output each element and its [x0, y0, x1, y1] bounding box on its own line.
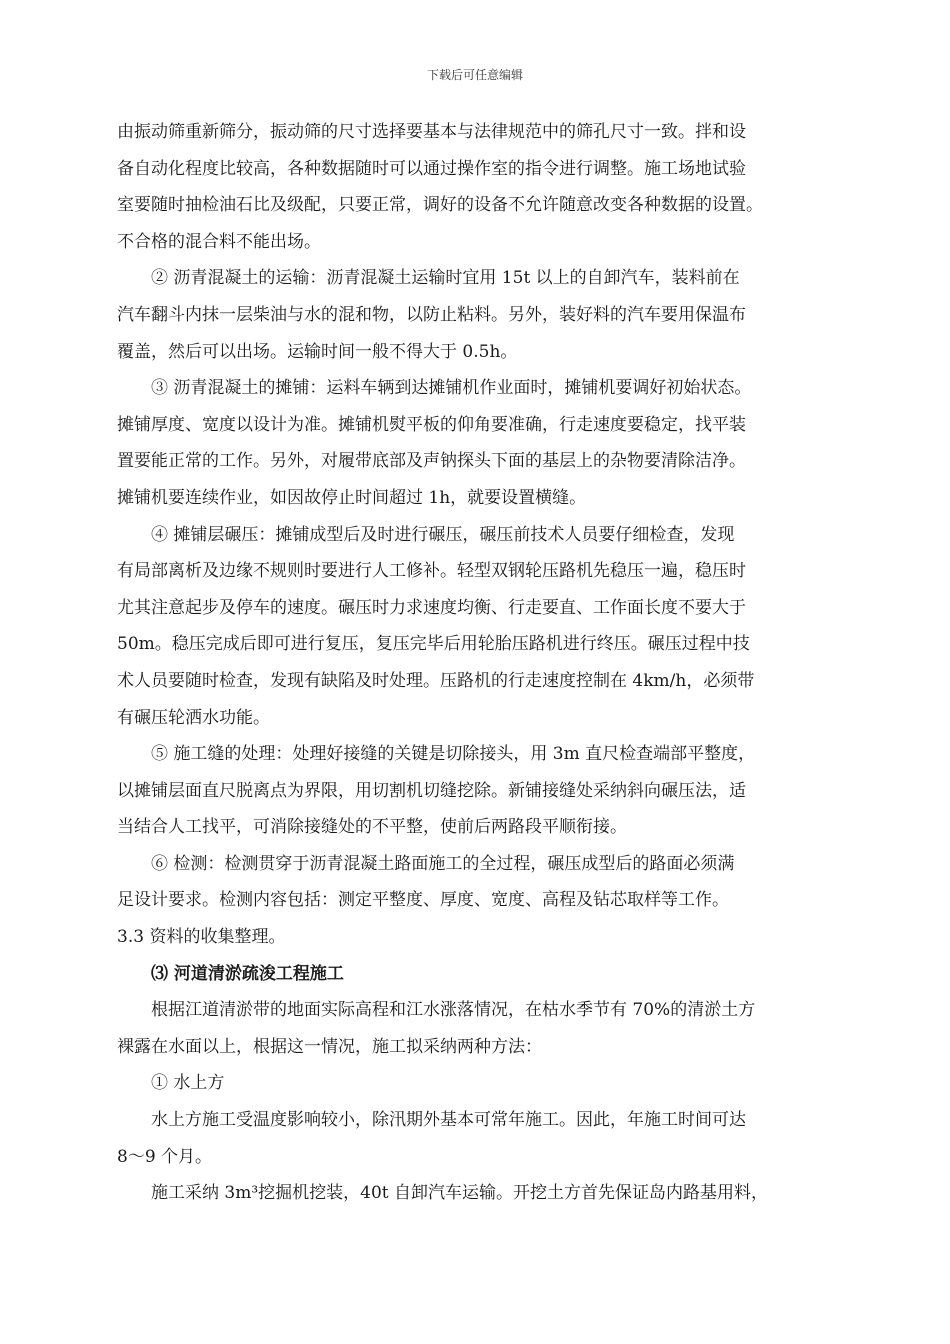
- section-heading: ⑶ 河道清淤疏浚工程施工: [151, 963, 344, 984]
- text-line: 不合格的混合料不能出场。: [117, 231, 321, 252]
- text-line: 覆盖，然后可以出场。运输时间一般不得大于 0.5h。: [117, 341, 518, 362]
- text-line: 置要能正常的工作。另外，对履带底部及声钠探头下面的基层上的杂物要清除洁净。: [117, 451, 746, 472]
- page-header: 下载后可任意编辑: [426, 68, 523, 82]
- text-line: 当结合人工找平，可消除接缝处的不平整，使前后两路段平顺衔接。: [117, 817, 627, 838]
- text-line: 以摊铺层面直尺脱离点为界限，用切割机切缝挖除。新铺接缝处采纳斜向碾压法，适: [117, 780, 746, 801]
- text-line: 备自动化程度比较高，各种数据随时可以通过操作室的指令进行调整。施工场地试验: [117, 158, 746, 179]
- text-line: 有局部离析及边缘不规则时要进行人工修补。轻型双钢轮压路机先稳压一遍，稳压时: [117, 561, 746, 582]
- text-line: 摊铺机要连续作业，如因故停止时间超过 1h，就要设置横缝。: [117, 487, 587, 508]
- text-line: 汽车翻斗内抹一层柴油与水的混和物，以防止粘料。另外，装好料的汽车要用保温布: [117, 304, 746, 325]
- text-line: 水上方施工受温度影响较小，除汛期外基本可常年施工。因此，年施工时间可达: [151, 1110, 746, 1131]
- text-line: 施工采纳 3m³挖掘机挖装，40t 自卸汽车运输。开挖土方首先保证岛内路基用料，: [151, 1183, 769, 1204]
- text-line: 由振动筛重新筛分，振动筛的尺寸选择要基本与法律规范中的筛孔尺寸一致。拌和设: [117, 122, 746, 142]
- text-line: 3.3 资料的收集整理。: [117, 927, 286, 948]
- text-line: ⑥ 检测：检测贯穿于沥青混凝土路面施工的全过程，碾压成型后的路面必须满: [151, 853, 735, 874]
- text-line: ④ 摊铺层碾压：摊铺成型后及时进行碾压，碾压前技术人员要仔细检查，发现: [151, 524, 735, 545]
- text-line: 裸露在水面以上，根据这一情况，施工拟采纳两种方法：: [117, 1036, 542, 1057]
- text-line: 足设计要求。检测内容包括：测定平整度、厚度、宽度、高程及钻芯取样等工作。: [117, 890, 729, 911]
- text-line: 50m。稳压完成后即可进行复压，复压完毕后用轮胎压路机进行终压。碾压过程中技: [117, 634, 750, 655]
- text-line: 术人员要随时检查，发现有缺陷及时处理。压路机的行走速度控制在 4km/h，必须带: [117, 670, 755, 691]
- body-text: [117, 114, 837, 1212]
- text-line: 摊铺厚度、宽度以设计为准。摊铺机熨平板的仰角要准确，行走速度要稳定，找平装: [117, 414, 746, 435]
- text-line: 有碾压轮洒水功能。: [117, 707, 270, 728]
- text-line: ⑤ 施工缝的处理：处理好接缝的关键是切除接头，用 3m 直尺检查端部平整度，: [151, 744, 756, 765]
- text-line: 根据江道清淤带的地面实际高程和江水涨落情况，在枯水季节有 70%的清淤土方: [151, 1000, 756, 1021]
- text-line: 室要随时抽检油石比及级配，只要正常，调好的设备不允许随意改变各种数据的设置。: [117, 195, 763, 216]
- text-line: ③ 沥青混凝土的摊铺：运料车辆到达摊铺机作业面时，摊铺机要调好初始状态。: [151, 378, 752, 399]
- text-line: 尤其注意起步及停车的速度。碾压时力求速度均衡、行走要直、工作面长度不要大于: [117, 597, 746, 618]
- text-line: 8～9 个月。: [117, 1146, 213, 1167]
- text-line: ① 水上方: [151, 1073, 225, 1094]
- text-line: ② 沥青混凝土的运输：沥青混凝土运输时宜用 15t 以上的自卸汽车，装料前在: [151, 268, 740, 289]
